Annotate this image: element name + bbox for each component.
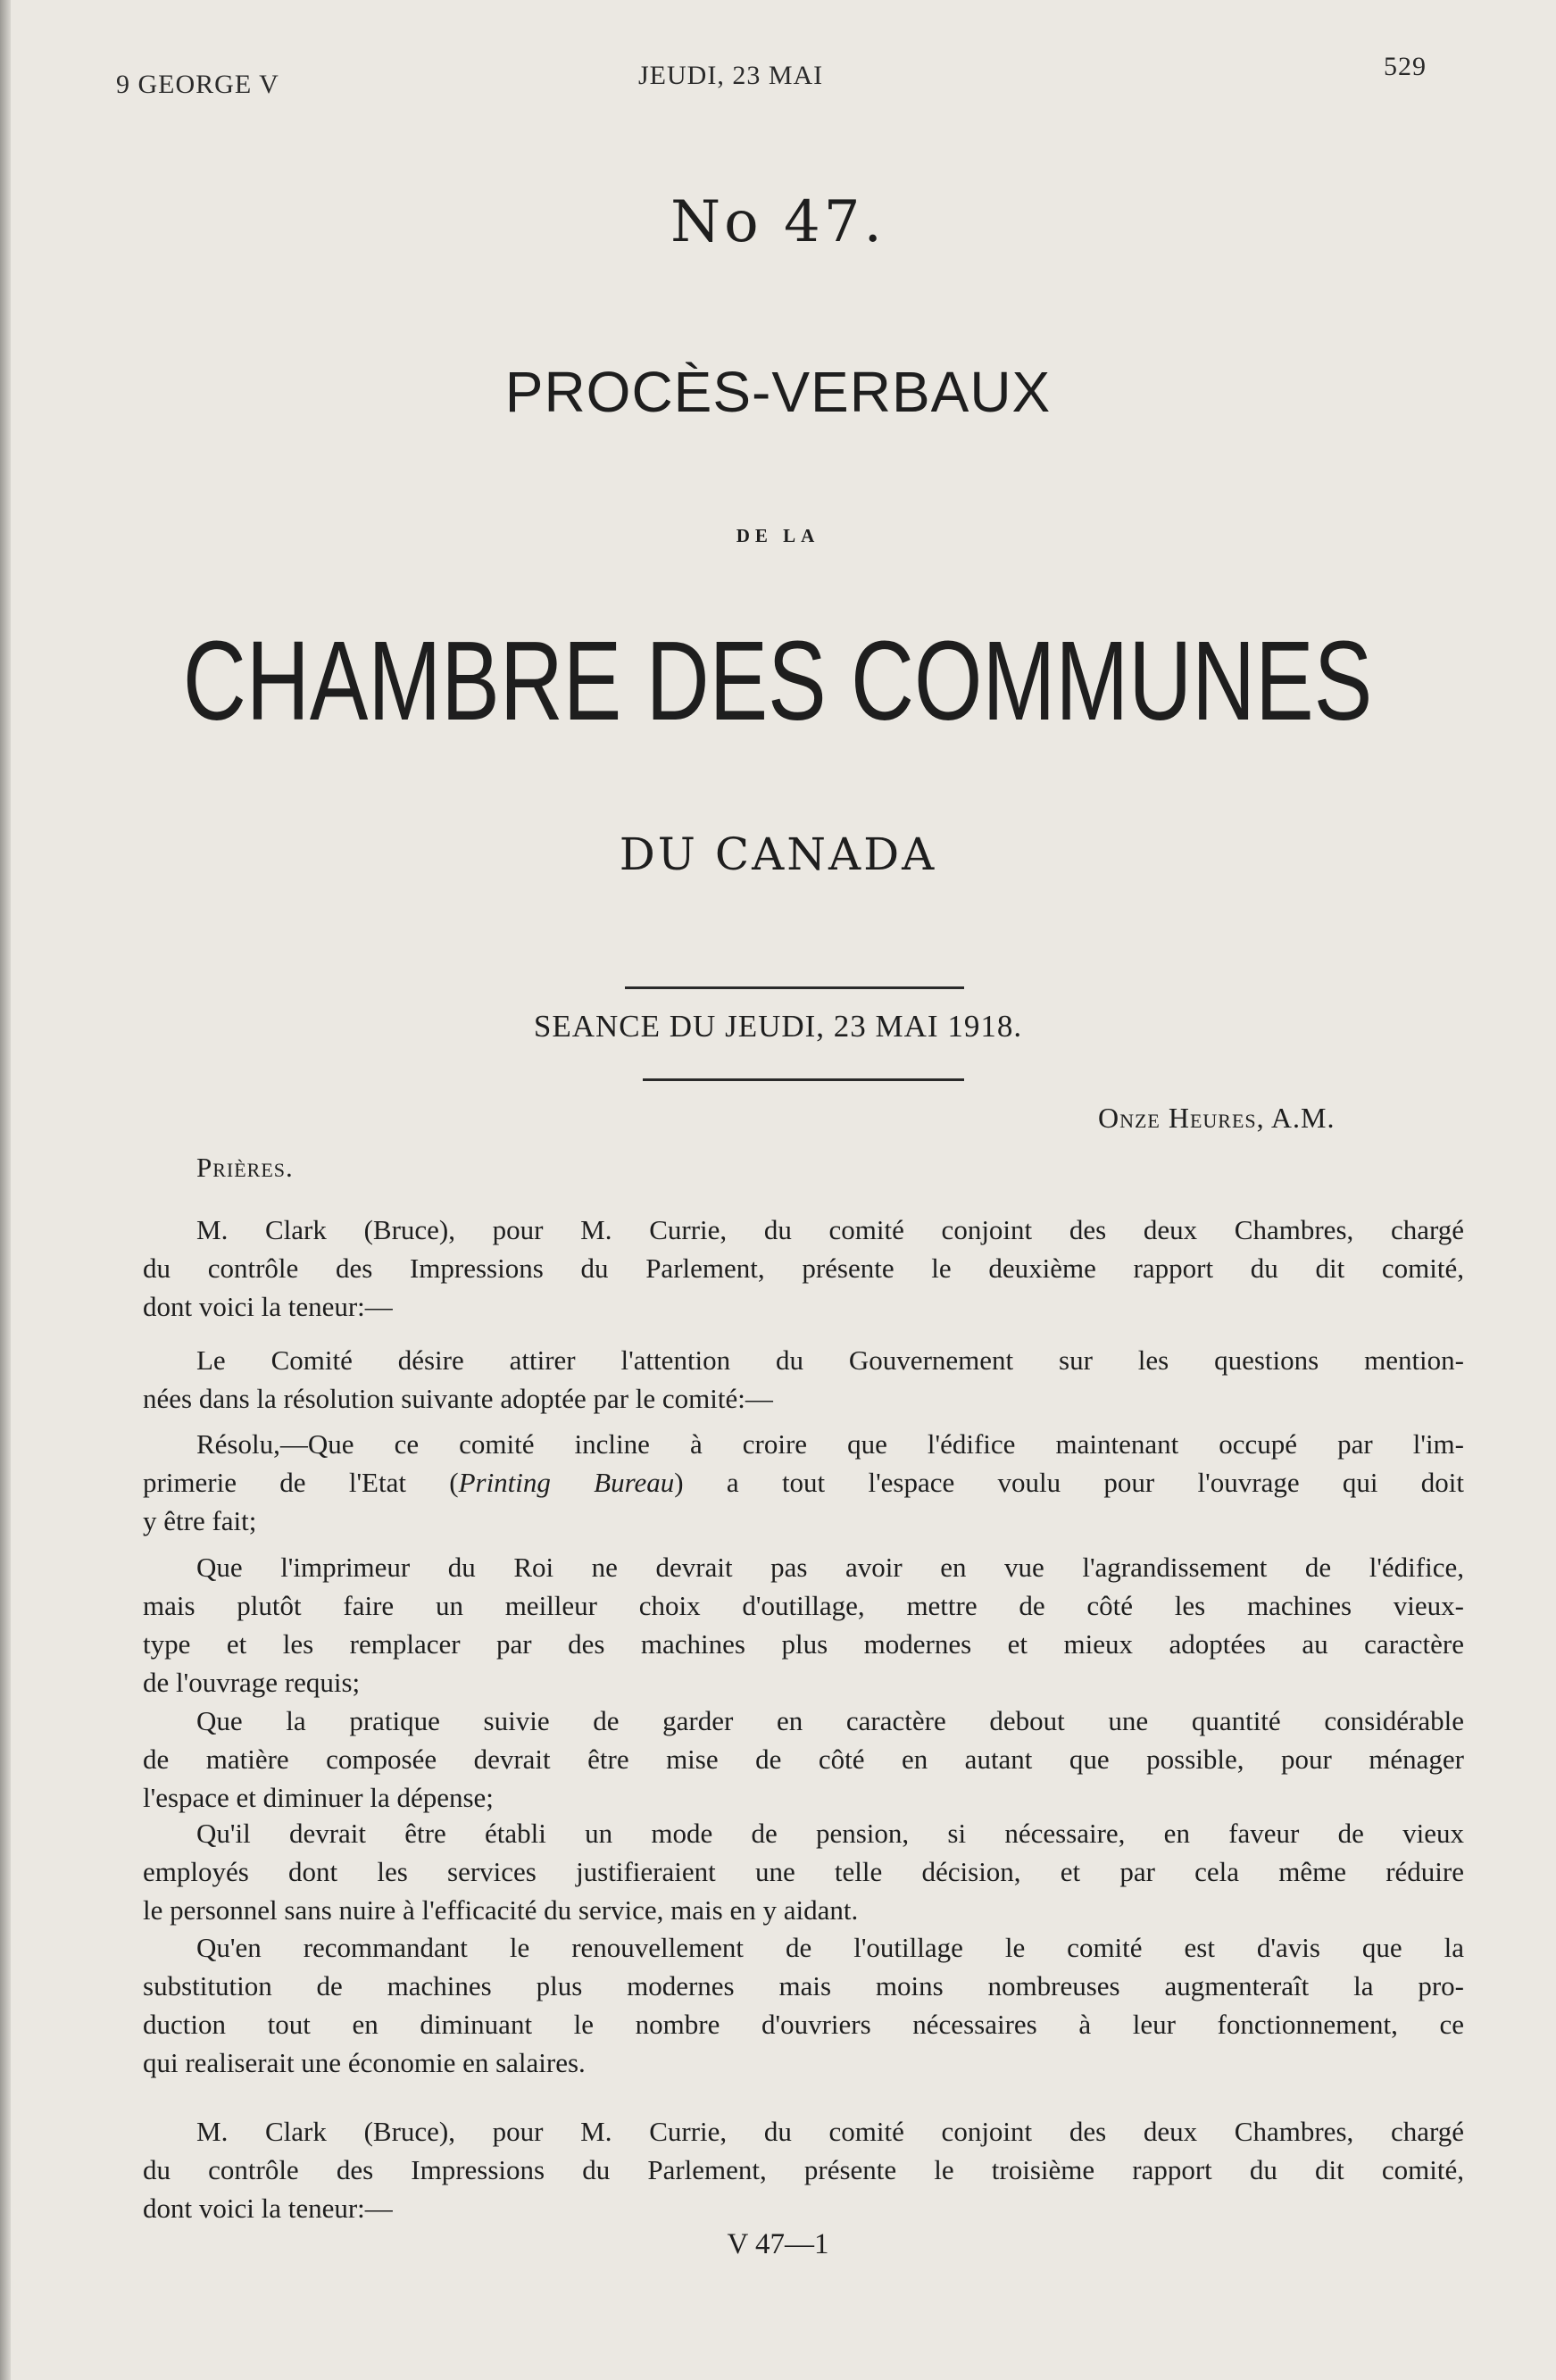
paragraph-resolution (143, 1425, 1464, 1540)
text-line: Qu'en recommandant le renouvellement de l'outillage le comité est d'avis que la (196, 1932, 1464, 1963)
text-line: Que l'imprimeur du Roi ne devrait pas avoir en vue l'agrandissement de l'édifice, (196, 1552, 1464, 1583)
text-line (143, 1463, 1464, 1502)
text-line: Qu'il devrait être établi un mode de pension, si nécessaire, en faveur de vieux (196, 1818, 1464, 1849)
page-binding-edge (0, 0, 11, 2380)
text-line: du contrôle des Impressions du Parlement, présente le deuxième rapport du dit comité, (143, 1252, 1464, 1284)
text-line: qui realiserait une économie en salaires. (143, 2047, 586, 2078)
title-de-la: DE LA (736, 525, 820, 546)
running-head-left: 9 GEORGE V (116, 70, 279, 99)
text-line: du contrôle des Impressions du Parlement, présente le troisième rapport du dit comité, (143, 2154, 1464, 2185)
page-number: 529 (1384, 52, 1427, 81)
divider-bottom (643, 1078, 964, 1081)
text-line: duction tout en diminuant le nombre d'ouvriers nécessaires à leur fonctionnement, ce (143, 2009, 1464, 2040)
session-time: Onze Heures, A.M. (1098, 1102, 1335, 1134)
running-head-center: JEUDI, 23 MAI (638, 61, 824, 90)
paragraph-equipment-renewal (143, 1928, 1464, 2082)
text-line: substitution de machines plus modernes mais moins nombreuses augmenteraît la pro- (143, 1970, 1464, 2001)
text-line: mais plutôt faire un meilleur choix d'outillage, mettre de côté les machines vieux- (143, 1590, 1464, 1621)
prayers-heading: Prières. (196, 1152, 294, 1183)
text-line: dont voici la teneur:— (143, 1291, 393, 1322)
italic-printing-bureau: Printing Bureau (458, 1467, 675, 1498)
text-line: y être fait; (143, 1505, 257, 1536)
divider-top (625, 986, 964, 989)
text-line: M. Clark (Bruce), pour M. Currie, du comité conjoint des deux Chambres, chargé (196, 2116, 1464, 2147)
session-heading: SEANCE DU JEUDI, 23 MAI 1918. (533, 1009, 1023, 1044)
text-line: dont voici la teneur:— (143, 2193, 393, 2224)
paragraph-kings-printer (143, 1548, 1464, 1702)
text-line: type et les remplacer par des machines plus modernes et mieux adoptées au caractère (143, 1628, 1464, 1660)
issue-number: No 47. (670, 189, 886, 255)
paragraph-report-two (143, 1211, 1464, 1326)
text-segment: primerie de l'Etat ( (143, 1467, 459, 1498)
paragraph-standing-type (143, 1702, 1464, 1817)
text-line: nées dans la résolution suivante adoptée par le comité:— (143, 1383, 773, 1414)
text-line: l'espace et diminuer la dépense; (143, 1782, 494, 1813)
text-line: Le Comité désire attirer l'attention du Gouvernement sur les questions mention- (196, 1344, 1464, 1376)
text-line: de matière composée devrait être mise de côté en autant que possible, pour ménager (143, 1743, 1464, 1775)
text-line: de l'ouvrage requis; (143, 1667, 361, 1698)
text-segment: ) a tout l'espace voulu pour l'ouvrage qui doit (674, 1467, 1464, 1498)
printer-signature: V 47—1 (727, 2228, 829, 2260)
text-line: employés dont les services justifieraient une telle décision, et par cela même réduire (143, 1856, 1464, 1887)
text-line: M. Clark (Bruce), pour M. Currie, du comité conjoint des deux Chambres, chargé (196, 1214, 1464, 1245)
title-proces-verbaux: PROCÈS-VERBAUX (504, 360, 1052, 424)
text-line: le personnel sans nuire à l'efficacité du service, mais en y aidant. (143, 1894, 859, 1926)
paragraph-report-three (143, 2112, 1464, 2227)
paragraph-pension (143, 1814, 1464, 1929)
text-line: Que la pratique suivie de garder en caractère debout une quantité considérable (196, 1705, 1464, 1736)
title-chambre-text: CHAMBRE DES COMMUNES (183, 618, 1373, 744)
paragraph-committee-wish (143, 1341, 1464, 1418)
title-du-canada: DU CANADA (619, 828, 937, 880)
title-chambre-des-communes (0, 616, 1556, 745)
text-line: Résolu,—Que ce comité incline à croire que l'édifice maintenant occupé par l'im- (196, 1428, 1464, 1460)
